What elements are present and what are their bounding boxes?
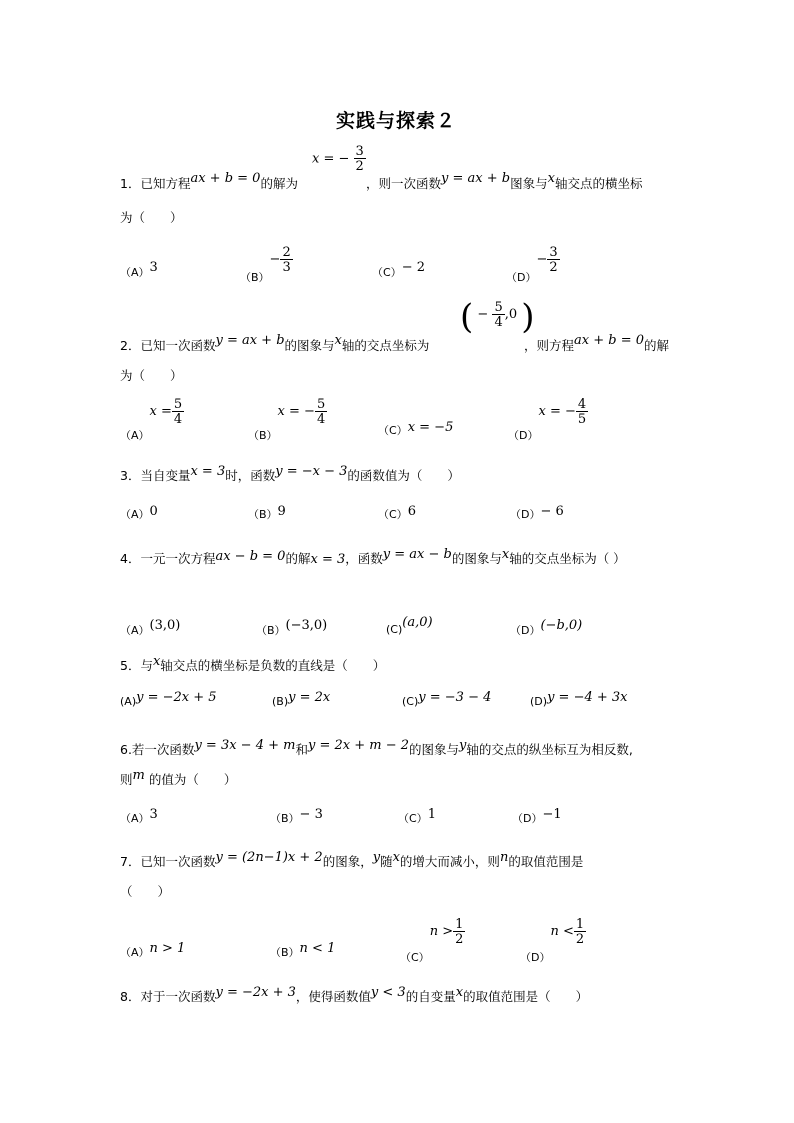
q1-mid2: ，则一次函数: [366, 176, 442, 191]
q7-mid3: 的增大而减小，则: [399, 854, 500, 869]
q1-option-c: [372, 260, 425, 280]
q7-pre: 7．已知一次函数: [120, 854, 216, 869]
q7-option-c-den: 2: [455, 932, 464, 947]
q7-var-x: x: [392, 850, 400, 865]
q7-option-d-fraction: [574, 918, 586, 946]
q2-point-den: 4: [494, 314, 503, 330]
q3-condition: x = 3: [190, 464, 226, 479]
q2-post: 的解: [644, 338, 670, 353]
q6-option-a: [120, 807, 158, 826]
q5-option-d: [530, 690, 628, 709]
q2-option-d: [508, 397, 588, 442]
q4-option-c-label: (C): [386, 623, 403, 636]
q7-var-n: n: [499, 850, 509, 865]
q1-solution-fraction: [354, 145, 366, 173]
q1-function: y = ax + b: [441, 171, 511, 186]
q5-option-c-label: (C): [402, 695, 419, 708]
q2-stem-2: [524, 333, 670, 354]
q8-pre: 8．对于一次函数: [120, 989, 216, 1004]
q6-option-c: [398, 807, 436, 826]
q8-condition: y < 3: [370, 985, 406, 1000]
q6-mid2: 的图象与: [409, 742, 460, 757]
q1-equation: ax + b = 0: [190, 171, 261, 186]
q2-point-fraction: [492, 301, 504, 329]
q4-option-b-value: (−3,0): [285, 618, 328, 633]
q4-option-a: [120, 618, 181, 638]
q2-option-a: [120, 397, 184, 442]
q5-option-c: [402, 690, 492, 709]
q2-option-a-fraction: [172, 398, 184, 426]
q1-option-b: [240, 245, 293, 284]
q7-mid2: 随: [380, 854, 393, 869]
q3-option-b: [248, 506, 286, 522]
q7-option-d-label: （D）: [520, 951, 551, 964]
q2-point-num: 5: [494, 299, 503, 315]
q6-option-a-value: 3: [149, 807, 158, 822]
q2-option-d-lhs: x = −: [538, 404, 576, 419]
q3-pre: 3．当自变量: [120, 468, 191, 483]
q7-stem: [120, 852, 583, 870]
q6-option-b: [270, 807, 323, 826]
q5-option-b-label: (B): [272, 695, 289, 708]
q7-option-b-value: n < 1: [299, 941, 336, 956]
q6-var-y: y: [459, 738, 467, 753]
q2-option-c: [378, 422, 453, 438]
q1-option-a-label: （A）: [120, 266, 150, 279]
q1-option-b-fraction: [280, 246, 292, 274]
q2-option-b-label: （B）: [248, 429, 278, 442]
q2-function: y = ax + b: [215, 333, 285, 348]
q2-mid2: 轴的交点坐标为: [341, 338, 430, 353]
q4-option-a-label: （A）: [120, 624, 150, 637]
q2-option-c-value: x = −5: [407, 420, 454, 435]
q2-option-b-lhs: x = −: [277, 404, 315, 419]
q1-solution-den: 2: [355, 159, 364, 174]
q3-option-d: [510, 506, 564, 522]
q3-option-c-value: 6: [407, 504, 416, 519]
q7-option-d-num: 1: [575, 917, 585, 932]
q6-option-b-label: （B）: [270, 812, 300, 825]
q4-solution: x = 3: [310, 552, 346, 567]
q5-option-d-value: y = −4 + 3x: [547, 690, 628, 705]
q6-mid1: 和: [295, 742, 308, 757]
q1-option-d: [506, 245, 560, 284]
q1-option-d-den: 2: [549, 260, 558, 275]
q1-solution: [312, 145, 366, 173]
q1-mid1: 的解为: [260, 176, 298, 191]
q4-mid1: 的解: [285, 551, 311, 566]
q4-post: 轴的交点坐标为（ ）: [509, 551, 626, 566]
q3-option-a-value: 0: [149, 504, 158, 519]
q7-mid1: 的图象，: [322, 854, 373, 869]
q7-option-a-label: （A）: [120, 946, 150, 959]
q4-option-d: [510, 618, 583, 638]
q7-option-d: [520, 917, 586, 964]
q4-stem: [120, 549, 626, 567]
q6-var-m: m: [132, 768, 145, 783]
q7-post: 的取值范围是: [508, 854, 584, 869]
q2-stem: [120, 333, 430, 354]
q2-point-tail: ,0: [504, 307, 518, 322]
q6-option-c-value: 1: [427, 807, 436, 822]
q2-point: [460, 297, 535, 339]
q8-mid2: 的自变量: [405, 989, 456, 1004]
q2-option-d-num: 4: [577, 397, 587, 412]
q7-option-c-fraction: [453, 918, 465, 946]
q4-option-b-label: （B）: [256, 624, 286, 637]
q2-option-a-den: 4: [173, 412, 183, 427]
q4-option-c-value: (a,0): [402, 615, 433, 630]
q5-post: 轴交点的横坐标是负数的直线是（ ）: [160, 658, 386, 673]
q2-pre: 2．已知一次函数: [120, 338, 216, 353]
q4-option-d-label: （D）: [510, 624, 541, 637]
q1-option-b-label: （B）: [240, 271, 270, 284]
q4-option-c: [386, 615, 433, 637]
q4-function: y = ax − b: [382, 547, 452, 562]
q1-option-b-sign: −: [269, 252, 281, 267]
q1-option-d-num: 3: [549, 245, 558, 260]
q2-option-a-lhs: x =: [149, 404, 172, 419]
q3-mid1: 时，函数: [225, 468, 276, 483]
q6-option-c-label: （C）: [398, 812, 428, 825]
q2-var-x: x: [334, 333, 342, 348]
q3-option-d-label: （D）: [510, 508, 541, 521]
q4-pre: 4．一元一次方程: [120, 551, 216, 566]
q1-line2: 为（ ）: [120, 210, 183, 225]
q2-point-sign: −: [477, 307, 489, 322]
q8-mid1: ，使得函数值: [295, 989, 371, 1004]
q7-option-a-value: n > 1: [149, 941, 186, 956]
q5-option-a-value: y = −2x + 5: [136, 690, 217, 705]
q6-function-1: y = 3x − 4 + m: [194, 738, 296, 753]
page-title: 实践与探索２: [336, 110, 457, 132]
q2-mid3: ，则方程: [524, 338, 575, 353]
q1-stem-2: [366, 171, 643, 192]
q2-line2: 为（ ）: [120, 368, 183, 383]
q2-option-a-label: （A）: [120, 429, 150, 442]
q5-pre: 5．与: [120, 658, 153, 673]
q5-option-a: [120, 690, 217, 709]
q2-option-b-den: 4: [316, 412, 326, 427]
q7-option-c-label: （C）: [400, 951, 430, 964]
q5-option-b: [272, 690, 331, 709]
q1-stem: [120, 171, 298, 192]
q7-option-c: [400, 917, 465, 964]
q2-option-d-den: 5: [577, 412, 587, 427]
q1-option-d-label: （D）: [506, 271, 537, 284]
q2-option-b-fraction: [315, 398, 327, 426]
q5-option-b-value: y = 2x: [288, 690, 331, 705]
q4-option-d-value: (−b,0): [540, 618, 583, 633]
q3-post: 的函数值为（ ）: [347, 468, 460, 483]
q6-pre: 6.若一次函数: [120, 742, 195, 757]
q4-option-a-value: (3,0): [149, 618, 181, 633]
q6-function-2: y = 2x + m − 2: [307, 738, 410, 753]
q6-option-d: [512, 807, 562, 826]
q1-solution-num: 3: [355, 144, 364, 159]
q3-option-b-label: （B）: [248, 508, 278, 521]
q2-option-b: [248, 397, 327, 442]
q4-equation: ax − b = 0: [215, 549, 286, 564]
q4-option-b: [256, 618, 328, 638]
q8-function: y = −2x + 3: [215, 985, 296, 1000]
q6-option-d-label: （D）: [512, 812, 543, 825]
q2-option-d-label: （D）: [508, 429, 539, 442]
q6-option-a-label: （A）: [120, 812, 150, 825]
q6-post: 轴的交点的纵坐标互为相反数,: [466, 742, 633, 757]
q6-option-d-value: −1: [542, 807, 562, 822]
q8-post: 的取值范围是（ ）: [463, 989, 589, 1004]
q4-mid2: ，函数: [345, 551, 383, 566]
q1-solution-lhs: x = −: [312, 151, 350, 167]
q3-option-a-label: （A）: [120, 508, 150, 521]
q3-option-b-value: 9: [277, 504, 286, 519]
q7-line2: （ ）: [120, 884, 171, 899]
q3-function: y = −x − 3: [275, 464, 348, 479]
q8-var-x: x: [455, 985, 464, 1000]
q7-var-y: y: [372, 850, 381, 865]
q3-option-c: [378, 506, 416, 522]
q5-option-d-label: (D): [530, 695, 548, 708]
q1-option-d-fraction: [547, 246, 559, 274]
q3-option-c-label: （C）: [378, 508, 408, 521]
q7-option-d-lhs: n <: [550, 924, 574, 939]
q5-option-a-label: (A): [120, 695, 137, 708]
q1-option-c-label: （C）: [372, 266, 402, 279]
q7-option-c-lhs: n >: [429, 924, 454, 939]
q7-function: y = (2n−1)x + 2: [215, 850, 323, 865]
q1-post: 轴交点的横坐标: [554, 176, 643, 191]
q3-option-a: [120, 506, 158, 522]
q7-option-b: [270, 941, 336, 960]
q2-option-b-num: 5: [316, 397, 326, 412]
q1-option-b-den: 3: [282, 260, 291, 275]
q6-line2-pre: 则: [120, 772, 133, 787]
q1-option-d-sign: −: [536, 252, 548, 267]
q8-stem: [120, 987, 588, 1005]
q1-var-x: x: [547, 171, 555, 186]
q6-stem: [120, 740, 633, 758]
q1-option-b-num: 2: [282, 245, 291, 260]
q2-option-d-fraction: [576, 398, 588, 426]
q2-right-paren: ): [521, 297, 535, 337]
q1-pre: 1．已知方程: [120, 176, 191, 191]
q7-option-d-den: 2: [575, 932, 585, 947]
q6-line2: [120, 770, 236, 788]
q2-option-c-label: （C）: [378, 424, 408, 437]
q2-mid1: 的图象与: [284, 338, 335, 353]
q1-option-a: [120, 260, 158, 280]
q4-mid3: 的图象与: [451, 551, 502, 566]
q5-var-x: x: [152, 654, 161, 669]
q5-option-c-value: y = −3 − 4: [418, 690, 492, 705]
q7-option-c-num: 1: [455, 917, 464, 932]
q6-option-b-value: − 3: [299, 807, 323, 822]
q1-option-a-value: 3: [149, 260, 158, 275]
q5-stem: [120, 656, 385, 674]
q1-option-c-value: − 2: [401, 260, 425, 275]
q3-stem: [120, 466, 460, 484]
q4-var-x: x: [501, 547, 510, 562]
q7-option-a: [120, 941, 186, 960]
q2-equation: ax + b = 0: [574, 333, 645, 348]
q2-left-paren: (: [460, 297, 474, 337]
q2-option-a-num: 5: [173, 397, 183, 412]
q7-option-b-label: （B）: [270, 946, 300, 959]
q3-option-d-value: − 6: [540, 504, 564, 519]
q1-mid3: 图象与: [510, 176, 548, 191]
q6-line2-post: 的值为（ ）: [144, 772, 237, 787]
